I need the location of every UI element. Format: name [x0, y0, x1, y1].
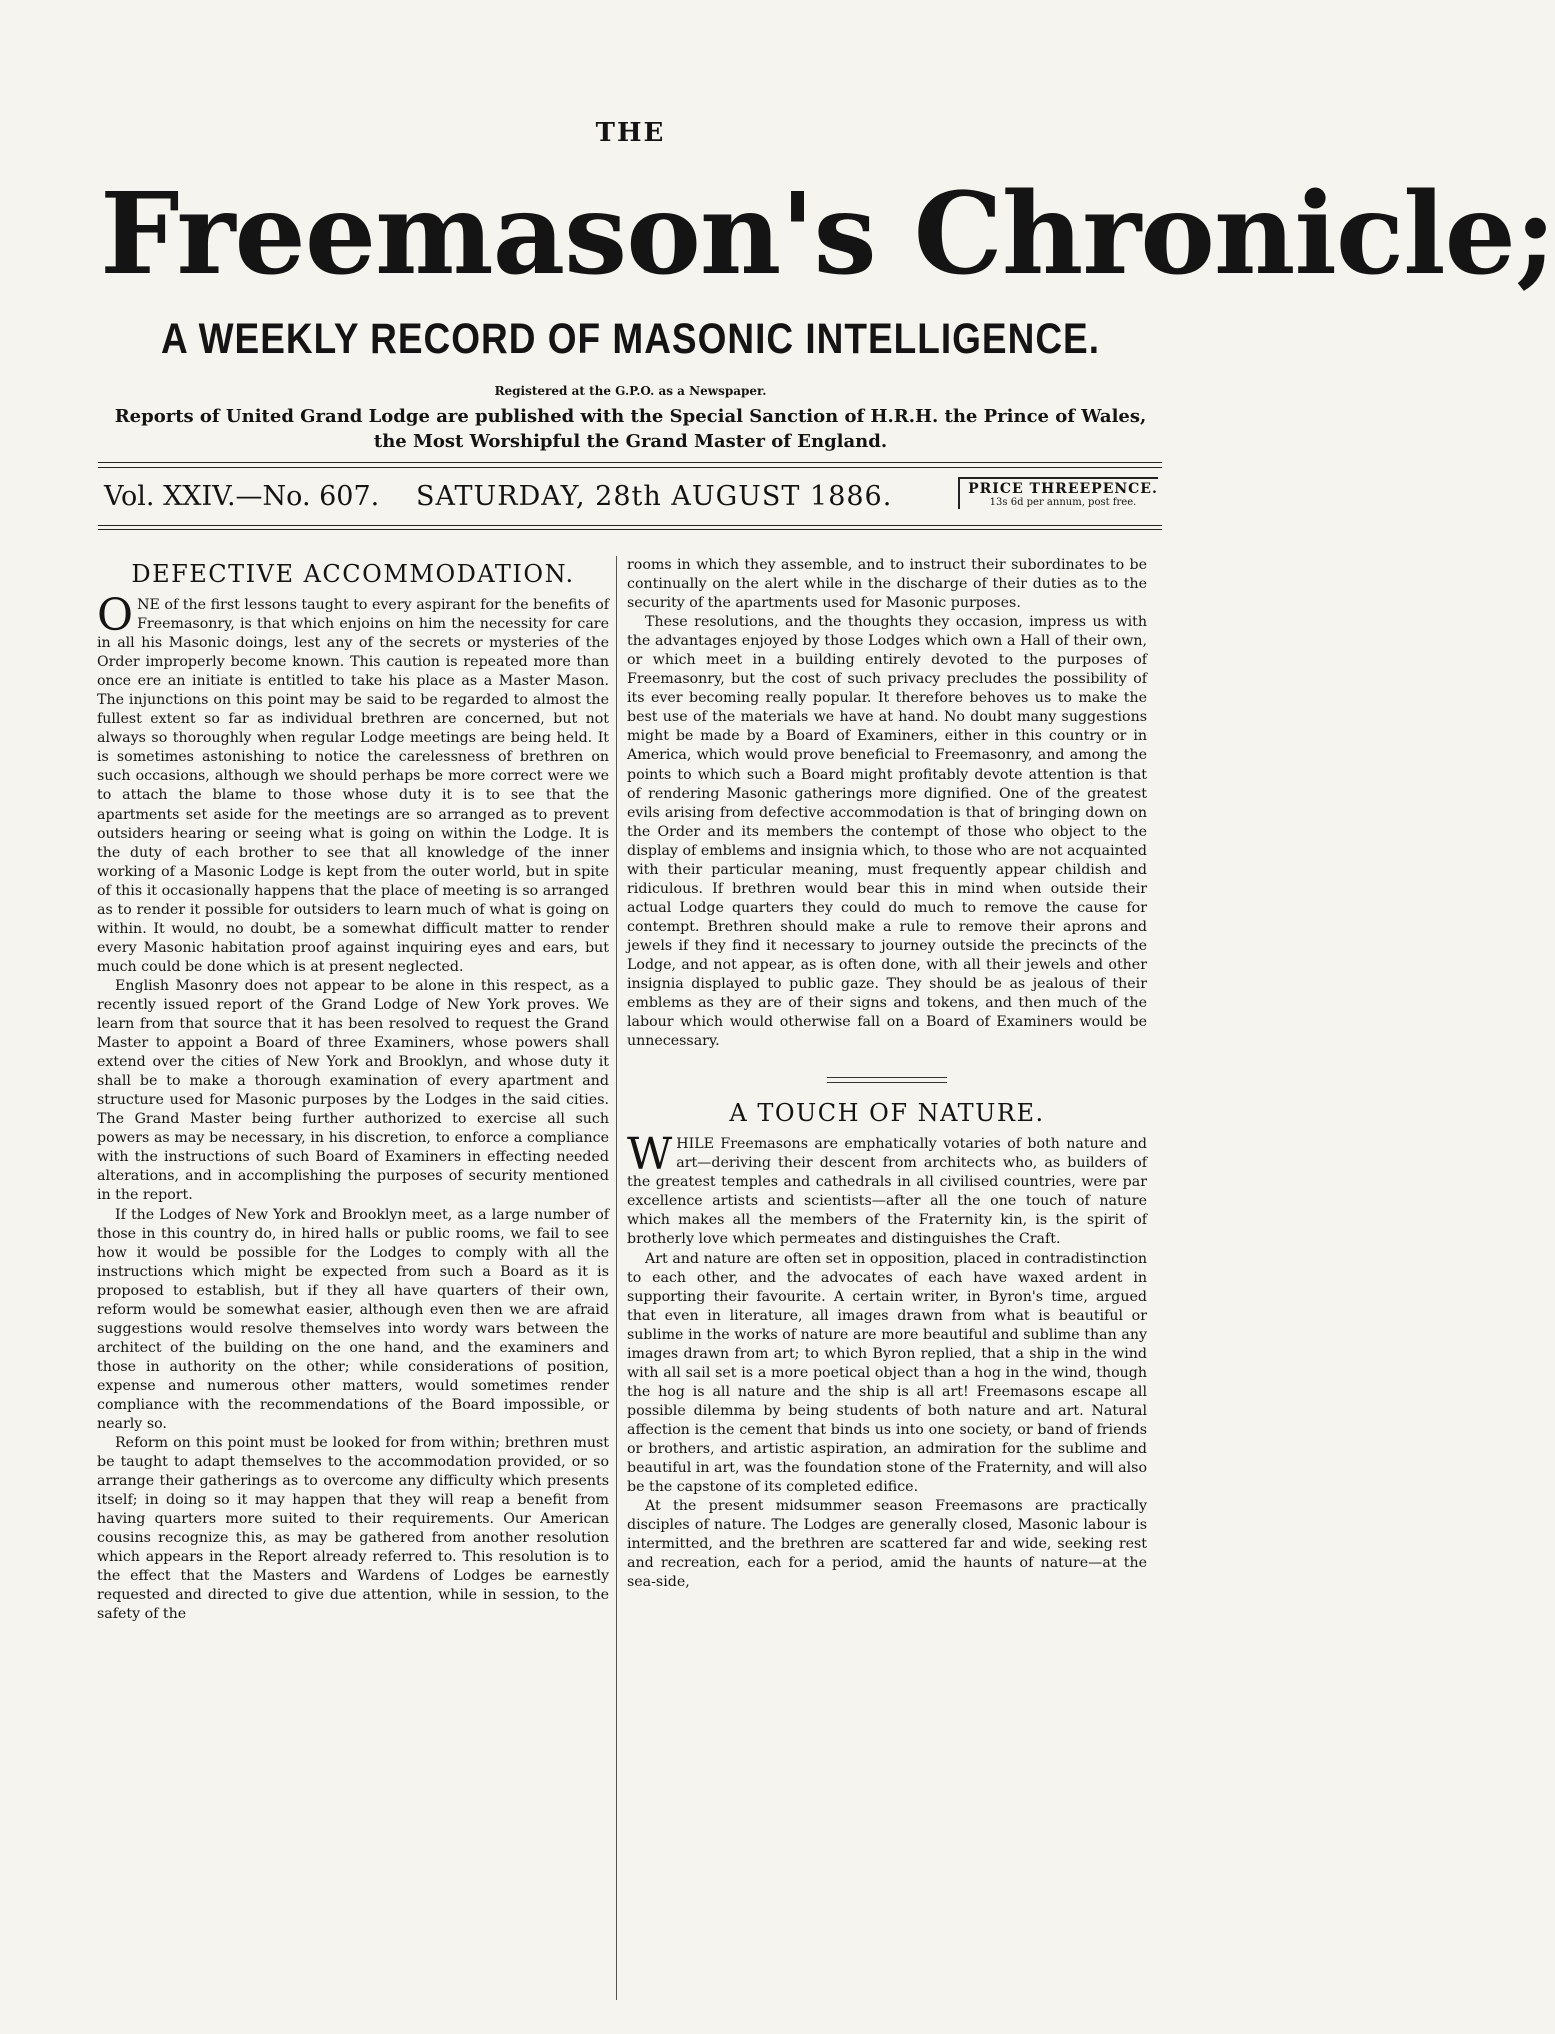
issue-date: SATURDAY, 28th AUGUST 1886. — [416, 481, 893, 512]
article1-paragraph-6: These resolutions, and the thoughts they occasion, impress us with the advantages enjoyed by those Lodges which own a Hall of their own, or which meet in a building entirely devoted to the purposes of Freemasonry, but the cost of such privacy precludes the possibility of its ever becoming really popular. It therefore behoves us to make the best use of the materials we have at hand. No doubt many suggestions might be made by a Board of Examiners, either in this country or in America, which would prove beneficial to Freemasonry, and among the points to which such a Board might profitably devote attention is that of rendering Masonic gatherings more dignified. One of the greatest evils arising from defective accommodation is that of bringing down on the Order and its members the contempt of those who object to the display of emblems and insignia which, to those who are not acquainted with their particular meaning, must frequently appear childish and ridiculous. If brethren would bear this in mind when outside their actual Lodge quarters they could do much to remove the cause for contempt. Brethren should make a rule to remove their aprons and jewels if they find it necessary to journey outside the precincts of the Lodge, and not appear, as is often done, with all their jewels and other insignia displayed to public gaze. They should be as jealous of their emblems as they are of their signs and tokens, and then much of the labour which would otherwise fall on a Board of Examiners would be unnecessary. — [627, 614, 1147, 1050]
sanction-line-2: the Most Worshipful the Grand Master of England. — [373, 431, 888, 452]
article-title-defective-accommodation: DEFECTIVE ACCOMMODATION. — [131, 560, 575, 588]
article1-paragraph-1 — [97, 590, 609, 977]
masthead-the: THE — [595, 118, 666, 148]
article1-paragraph-5: rooms in which they assemble, and to instruct their subordinates to be continually on the alert while in the discharge of their duties as to the security of the apartments used for Masonic purposes. — [627, 557, 1147, 612]
price-label: PRICE THREEPENCE. — [968, 481, 1158, 497]
price-box — [958, 477, 1158, 509]
volume-number: Vol. XXIV.—No. 607. — [104, 481, 380, 512]
section-separator — [827, 1077, 947, 1078]
article2-paragraph-1 — [627, 1129, 1147, 1249]
article1-paragraph-4: Reform on this point must be looked for from within; brethren must be taught to adapt themselves to the accommodation provided, or so arrange their gatherings as to overcome any difficulty which presents itself; in doing so it may happen that they will reap a benefit from having quarters more suited to their requirements. Our American cousins recognize this, as may be gathered from another resolution which appears in the Report already referred to. This resolution is to the effect that the Masters and Wardens of Lodges be earnestly requested and directed to give due attention, while in session, to the safety of the — [97, 1435, 609, 1623]
sanction-note — [100, 404, 1161, 454]
article1-paragraph-2: English Masonry does not appear to be alone in this respect, as a recently issued report of the Grand Lodge of New York proves. We learn from that source that it has been resolved to request the Grand Master to appoint a Board of three Examiners, whose powers shall extend over the cities of New York and Brooklyn, and whose duty it shall be to make a thorough examination of every apartment and structure used for Masonic purposes by the Lodges in the said cities. The Grand Master being further authorized to exercise all such powers as may be necessary, in his discretion, to enforce a compliance with the instructions of such Board of Examiners in effecting needed alterations, and in accomplishing the purposes of security mentioned in the report. — [97, 977, 609, 1204]
article2-paragraph-1-text: HILE Freemasons are emphatically votaries of both nature and art—deriving their descent from architects who, as builders of the greatest temples and cathedrals in all civilised countries, were par excellence artists and scientists—after all the one touch of nature which makes all the members of the Fraternity kin, is the spirit of brotherly love which permeates and distinguishes the Craft. — [627, 1136, 1147, 1248]
article-title-touch-of-nature: A TOUCH OF NATURE. — [729, 1099, 1045, 1128]
masthead-rule-bottom — [98, 525, 1162, 526]
sanction-line-1: Reports of United Grand Lodge are published with the Special Sanction of H.R.H. the Prince of Wales, — [114, 406, 1147, 427]
issue-bar — [98, 477, 1162, 519]
dropcap: O — [97, 590, 134, 641]
article2-paragraph-2: Art and nature are often set in opposition, placed in contradistinction to each other, and the advocates of each have waxed ardent in supporting their favourite. A certain writer, in Byron's time, argued that even in literature, all images drawn from what is beautiful or sublime in the works of nature are more beautiful and sublime than any images drawn from art; to which Byron replied, that a ship in the wind with all sail set is a more poetical object than a hog in the wind, though the hog is all nature and the ship is all art! Freemasons escape all possible dilemma by being students of both nature and art. Natural affection is the cement that binds us into one society, or band of friends or brothers, and artistic aspiration, an admiration for the sublime and beautiful in art, was the foundation stone of the Fraternity, and will also be the capstone of its completed edifice. — [627, 1250, 1147, 1496]
masthead-rule-top-2 — [98, 467, 1162, 468]
masthead-rule-top — [98, 462, 1162, 463]
dropcap: W — [627, 1129, 673, 1181]
masthead-rule-bottom-2 — [98, 529, 1162, 530]
section-separator-2 — [827, 1082, 947, 1083]
price-subscription: 13s 6d per annum, post free. — [989, 497, 1137, 508]
newspaper-title: Freemason's Chronicle; — [100, 169, 1555, 300]
column-divider — [616, 556, 617, 2000]
article1-paragraph-1-text: NE of the first lessons taught to every aspirant for the benefits of Freemasonry, is that which enjoins on him the necessity for care in all his Masonic doings, lest any of the secrets or mysteries of the Order improperly become known. This caution is repeated more than once ere an initiate is entitled to take his place as a Master Mason. The injunctions on this point may be said to be regarded to almost the fullest extent so far as individual brethren are concerned, but not always so thoroughly when regular Lodge meetings are being held. It is sometimes astonishing to notice the carelessness of brethren on such occasions, although we should perhaps be more correct were we to attach the blame to those whose duty it is to see that the apartments set aside for the meetings are so arranged as to prevent outsiders hearing or seeing what is going on within the Lodge. It is the duty of each brother to see that all knowledge of the inner working of a Masonic Lodge is kept from the outer world, but in spite of this it occasionally happens that the place of meeting is so arranged as to render it possible for outsiders to learn much of what is going on within. It would, no doubt, be a somewhat difficult matter to render every Masonic habitation proof against inquiring eyes and ears, but much could be done which is at present neglected. — [97, 597, 609, 975]
registration-note: Registered at the G.P.O. as a Newspaper. — [494, 384, 767, 398]
newspaper-subtitle: A WEEKLY RECORD OF MASONIC INTELLIGENCE. — [160, 314, 1101, 362]
article2-paragraph-3: At the present midsummer season Freemasons are practically disciples of nature. The Lodges are generally closed, Masonic labour is intermitted, and the brethren are scattered far and wide, seeking rest and recreation, each for a period, amid the haunts of nature—at the sea-side, — [627, 1498, 1147, 1591]
article1-paragraph-3: If the Lodges of New York and Brooklyn meet, as a large number of those in this country do, in hired halls or public rooms, we fail to see how it would be possible for the Lodges to comply with all the instructions which might be expected from such a Board as it is proposed to establish, but if they all have quarters of their own, reform would be somewhat easier, although even then we are afraid suggestions would resolve themselves into wordy wars between the architect of the building on the one hand, and the examiners and those in authority on the other; while considerations of position, expense and numerous other matters, would sometimes render compliance with the recommendations of the Board impossible, or nearly so. — [97, 1206, 609, 1433]
column-right — [627, 556, 1147, 1592]
column-left — [97, 556, 609, 1625]
